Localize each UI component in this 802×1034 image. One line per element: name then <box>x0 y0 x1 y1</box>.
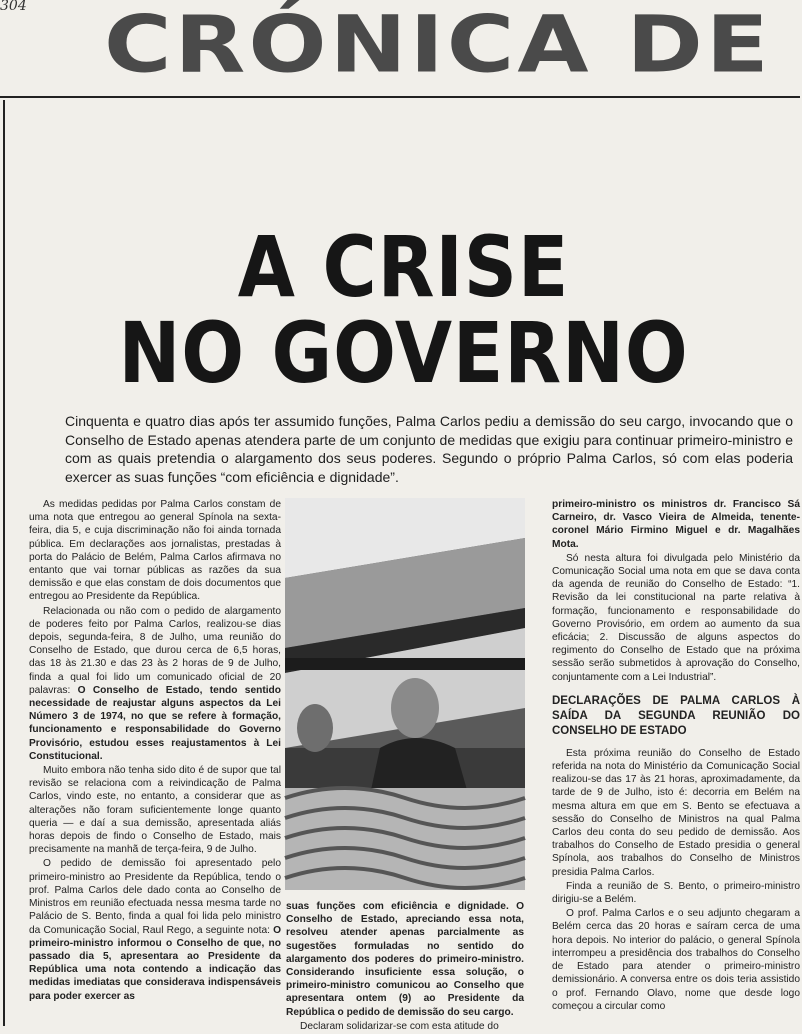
column-2 <box>286 900 524 1034</box>
note-text-continued: suas funções com eficiência e dignidade. O Conselho de Estado, apreciando essa nota, resolveu atender apenas parcialmente as sugestões formuladas no sentido do alargamento dos poderes do primeiro-ministro. Considerando insuficiente essa solução, o primeiro-ministro comunicou ao Conselho que apresentara ontem (9) ao Presidente da República o pedido de demissão do seu cargo. <box>286 901 524 1018</box>
headline-line-1: A CRISE <box>237 218 570 316</box>
section-title: CRÓNICA DE <box>104 0 772 91</box>
column-3 <box>552 498 800 1014</box>
paragraph: Muito embora não tenha sido dito é de supor que tal revisão se relaciona com a reivindicação de Palma Carlos, vindo este, no entanto, a considerar que as alterações não foram suficientemente longe quanto queria — e daí a sua demissão, apresentada aliás horas depois de findo o Conselho de Estado, mais precisamente na manhã de terça-feira, 9 de Julho. <box>29 765 281 856</box>
paragraph <box>552 498 800 551</box>
paragraph-text: O pedido de demissão foi apresentado pelo primeiro-ministro ao Presidente da República, tendo o prof. Palma Carlos dele dado conta ao Conselho de Ministros em reunião efectuada nessa mesma tarde no Palácio de S. Bento, finda a qual foi lida pelo ministro da Comunicação Social, Raul Rego, a seguinte nota: <box>29 858 281 936</box>
subheading: DECLARAÇÕES DE PALMA CARLOS À SAÍDA DA SEGUNDA REUNIÃO DO CONSELHO DE ESTADO <box>552 694 800 737</box>
handwritten-page-number: 304 <box>0 0 27 14</box>
ministers-names: primeiro-ministro os ministros dr. Francisco Sá Carneiro, dr. Vasco Vieira de Almeida, tenente-coronel Mário Firmino Miguel e dr. Magalhães Mota. <box>552 499 800 550</box>
news-photo <box>285 498 525 890</box>
note-text: O primeiro-ministro informou o Conselho de que, no passado dia 5, apresentara ao Presidente da República uma nota contendo a indicação das medidas imediatas que considerava indispensáveis para poder exercer as <box>29 924 281 1002</box>
article-lead: Cinquenta e quatro dias após ter assumido funções, Palma Carlos pediu a demissão do seu cargo, invocando que o Conselho de Estado apenas atendera parte de um conjunto de medidas que exigiu para continuar primeiro-ministro e com as quais pretendia o alargamento dos seus poderes. Segundo o próprio Palma Carlos, só com elas poderia exercer as suas funções “com eficiência e dignidade”. <box>65 413 793 485</box>
communique-text: O Conselho de Estado, tendo sentido necessidade de reajustar alguns aspectos da Lei Número 3 de 1974, no que se refere à formação, funcionamento e responsabilidade do Governo Provisório, estudou esses reajustamentos à Lei Constitucional. <box>29 684 281 762</box>
paragraph-text: Relacionada ou não com o pedido de alargamento de poderes feito por Palma Carlos, realizou-se dias depois, segunda-feira, 8 de Julho, uma reunião do Conselho de Estado, que durou cerca de 6,5 horas, das 18 às 21.30 e das 23 às 2 horas de 9 de Julho, finda a qual foi lido um comunicado oficial de 20 palavras: <box>29 605 281 696</box>
paragraph: As medidas pedidas por Palma Carlos constam de uma nota que entregou ao general Spínola na sexta-feira, dia 5, e cuja discriminação não foi ainda tornada pública. Em declarações aos jornalistas, prestadas à porta do Palácio de Belém, Palma Carlos afirmava no entanto que vai tornar públicas as razões da sua demissão e que elas constam de dois documentos que entregou ao Presidente da República. <box>29 499 281 603</box>
paragraph: Esta próxima reunião do Conselho de Estado referida na nota do Ministério da Comunicação Social realizou-se das 17 às 21 horas, aproximadamente, da tarde de 9 de Julho, isto é: decorria em Belém na mesma altura em que em S. Bento se efectuava a sessão do Conselho de Ministros na qual Palma Carlos deu conta do seu pedido de demissão. Aos trabalhos do Conselho de Estado presidia o general Spínola, aos trabalhos do Conselho de Ministros presidia Palma Carlos. <box>552 747 800 878</box>
paragraph: Finda a reunião de S. Bento, o primeiro-ministro dirigiu-se a Belém. <box>552 880 800 906</box>
article-headline <box>5 218 802 402</box>
paragraph <box>29 605 281 763</box>
headline-line-2: NO GOVERNO <box>118 304 689 402</box>
paragraph: Declaram solidarizar-se com esta atitude do <box>300 1020 499 1032</box>
article-frame <box>3 100 800 1032</box>
masthead <box>0 0 800 98</box>
column-1 <box>29 498 281 1004</box>
paragraph <box>286 900 524 1019</box>
photo-illustration <box>285 498 525 890</box>
paragraph <box>29 857 281 1002</box>
paragraph: Só nesta altura foi divulgada pelo Ministério da Comunicação Social uma nota em que se dava conta da agenda de reunião do Conselho de Estado: “1. Revisão da lei constitucional na parte relativa à formação, funcionamento e responsabilidade do Governo Provisório, em ordem ao aumento da sua eficácia; 2. Discussão de alguns aspectos do regimento do Conselho de Estado que na próxima sessão serão submetidos à aprovação do Conselho, conjuntamente com a Lei Industrial”. <box>552 552 800 683</box>
paragraph: O prof. Palma Carlos e o seu adjunto chegaram a Belém cerca das 20 horas e saíram cerca de uma hora depois. No interior do palácio, o general Spínola interrompeu a presidência dos trabalhos do Conselho de Estado para atender o primeiro-ministro demissionário. A conversa entre os dois teria assistido o prof. Fernando Olavo, nome que desde logo começou a circular como <box>552 908 800 1012</box>
